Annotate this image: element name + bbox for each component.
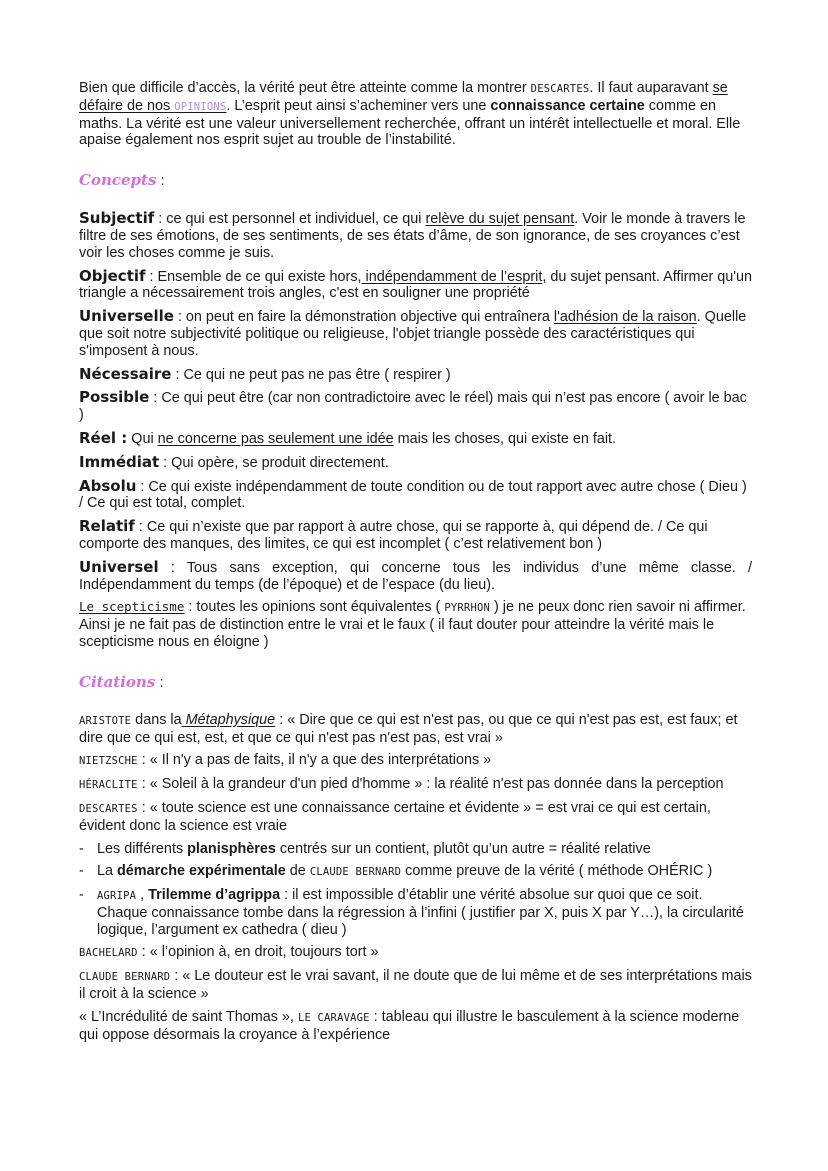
bullet-dash: - — [79, 887, 84, 904]
work-title: Métaphysique — [181, 711, 276, 728]
concept-text: Qui — [127, 430, 158, 447]
citation-nietzsche — [79, 752, 752, 770]
citation-text: : « toute science est une connaissance certaine et évidente » = est vrai ce qui est certain, évident donc la science est vraie — [79, 799, 711, 834]
concept-term: Absolu — [79, 476, 137, 495]
bullet-bold: démarche expérimentale — [117, 863, 286, 880]
citation-aristote — [79, 712, 752, 747]
concept-term: Réel : — [79, 428, 128, 447]
intro-bold: connaissance certaine — [490, 97, 645, 114]
intro-text: . Il faut auparavant — [589, 80, 713, 96]
concept-immediat — [79, 454, 752, 472]
citation-text: : « Soleil à la grandeur d'un pied d'homme » : la réalité n'est pas donnée dans la perception — [137, 776, 724, 793]
concept-term: Nécessaire — [79, 364, 172, 383]
citation-text: : « Il n'y a pas de faits, il n'y a que des interprétations » — [137, 752, 492, 769]
concept-text: . Quelle que soit notre subjectivité politique ou religieuse, l'objet triangle possède des caractéristiques qui s'imposent à nous. — [79, 309, 747, 359]
author-nietzsche: NIETZSCHE — [79, 755, 138, 768]
citation-bachelard — [79, 944, 752, 962]
citation-text: : tableau qui illustre le basculement à la science moderne qui oppose désormais la croyance à l’expérience — [79, 1008, 740, 1043]
concept-reel — [79, 430, 752, 448]
concept-underline: l'adhésion de la raison — [553, 309, 697, 326]
concept-text: : Ensemble de ce qui existe hors, — [145, 268, 362, 285]
concept-underline: relève du sujet pensant — [425, 211, 575, 228]
bullet-text: comme preuve de la vérité ( méthode OHÉRIC ) — [401, 863, 713, 880]
concept-term: Le scepticisme — [79, 599, 185, 615]
citation-text: « L’Incrédulité de saint Thomas », — [79, 1008, 298, 1025]
bullet-text: de — [285, 863, 310, 880]
concept-text: : Ce qui n’existe que par rapport à autre chose, qui se rapporte à, qui dépend de. / Ce qui comporte des manques, des limites, ce qui est incomplet ( c’est relativement bon ) — [79, 519, 708, 552]
bullet-dash: - — [79, 863, 84, 880]
concept-term: Subjectif — [79, 209, 155, 228]
bullet-planispheres — [79, 841, 752, 858]
citation-bullet-list — [79, 841, 752, 939]
bullet-text: La — [97, 863, 118, 880]
intro-paragraph — [79, 80, 752, 149]
concept-term: Universel — [79, 557, 159, 576]
concept-universelle — [79, 308, 752, 359]
citation-text: : « l’opinion à, en droit, toujours tort » — [137, 944, 379, 961]
author-heraclite: HÉRACLITE — [79, 779, 138, 792]
author-agripa: AGRIPA — [97, 890, 137, 903]
concept-text: : Ce qui ne peut pas ne pas être ( respirer ) — [171, 366, 451, 383]
concept-term: Universelle — [79, 307, 174, 326]
concepts-heading — [79, 171, 752, 190]
bullet-text: : il est impossible d’établir une vérité absolue sur quoi que ce soit. Chaque connaissance tombe dans la régression à l’infini ( justifier par X, puis X par Y…), la circularité logique, l’argument ex cathedra ( dieu ) — [97, 887, 744, 938]
concept-text: : Ce qui existe indépendamment de toute condition ou de tout rapport avec autre chose ( Dieu ) / Ce qui est total, complet. — [79, 478, 747, 512]
citations-heading-text: Citations — [79, 672, 156, 691]
bullet-demarche — [79, 863, 752, 881]
citation-text: : « Le douteur est le vrai savant, il ne doute que de lui même et de ses interprétations mais il croit à la science » — [79, 968, 752, 1003]
concept-text: ) je ne peux donc rien savoir ni affirmer. Ainsi je ne fait pas de distinction entre le vrai et le faux ( il faut douter pour atteindre la vérité mais le scepticisme nous en éloigne ) — [79, 599, 746, 650]
citation-caravage — [79, 1009, 752, 1044]
concept-term: Possible — [79, 388, 150, 407]
concept-subjectif — [79, 210, 752, 261]
concept-scepticisme — [79, 599, 752, 650]
bullet-dash: - — [79, 840, 84, 857]
concept-text: : ce qui est personnel et individuel, ce qui — [154, 211, 426, 228]
citation-text: : « Dire que ce qui est n'est pas, ou que ce qui n'est pas est, est faux; et dire que ce qui est, est, et que ce qui n'est pas n'est pas, est vrai » — [79, 711, 738, 746]
intro-underline-text: se défaire de nos — [79, 80, 728, 114]
citation-bernard — [79, 968, 752, 1003]
intro-text: Bien que difficile d’accès, la vérité peut être atteinte comme la montrer — [79, 80, 531, 96]
concept-text: : Qui opère, se produit directement. — [159, 454, 389, 471]
concept-text: : Ce qui peut être (car non contradictoire avec le réel) mais qui n’est pas encore ( avoir le bac ) — [79, 390, 747, 424]
concept-text: , du sujet pensant. Affirmer qu'un triangle a nécessairement trois angles, c'est en souligner une propriété — [79, 268, 753, 302]
intro-text: comme en maths. La vérité est une valeur universellement recherchée, offrant un intérêt intellectuelle et moral. Elle apaise également nos esprit sujet au trouble de l’instabilité. — [79, 97, 741, 149]
concept-term: Immédiat — [79, 452, 160, 471]
citation-descartes — [79, 800, 752, 835]
opinions-word: OPINIONS — [174, 100, 227, 113]
heading-colon: : — [155, 673, 164, 691]
author-descartes: DESCARTES — [79, 802, 138, 815]
concept-necessaire — [79, 366, 752, 384]
author-bachelard: BACHELARD — [79, 947, 138, 960]
author-aristote: ARISTOTE — [79, 714, 132, 727]
author-caravage: LE CARAVAGE — [297, 1011, 370, 1024]
heading-colon: : — [156, 172, 165, 190]
concept-text: mais les choses, qui existe en fait. — [393, 430, 617, 447]
concept-text: : toutes les opinions sont équivalentes ( — [184, 599, 445, 616]
bullet-text: Les différents — [97, 840, 188, 857]
concept-possible — [79, 389, 752, 424]
concept-text: : Tous sans exception, qui concerne tous les individus d’une même classe. / Indépendamment du temps (de l’époque) et de l’espace (du lieu). — [79, 559, 752, 593]
concept-underline: indépendamment de l’esprit — [361, 268, 543, 285]
citations-heading — [79, 673, 752, 692]
author-claude-bernard: CLAUDE BERNARD — [309, 866, 402, 879]
bullet-bold: Trilemme d’agrippa — [148, 887, 281, 904]
bullet-agrippa — [79, 887, 752, 938]
bullet-bold: planisphères — [187, 840, 276, 857]
concept-universel — [79, 559, 752, 594]
concept-relatif — [79, 518, 752, 553]
concept-term: Objectif — [79, 266, 146, 285]
concept-term: Relatif — [79, 517, 135, 536]
citation-heraclite — [79, 776, 752, 794]
concept-text: . Voir le monde à travers le filtre de ses émotions, de ses sentiments, de ses états d’âme, de son ignorance, de ses croyances c’est voir les choses comme je suis. — [79, 211, 746, 261]
citation-text: dans la — [131, 711, 182, 728]
bullet-text: centrés sur un contient, plutôt qu’un autre = réalité relative — [275, 840, 651, 857]
author-descartes: DESCARTES — [530, 83, 590, 95]
concept-underline: ne concerne pas seulement une idée — [157, 430, 394, 447]
concept-absolu — [79, 478, 752, 513]
bullet-text: , — [136, 887, 149, 904]
author-pyrrhon: PYRRHON — [444, 602, 491, 615]
concepts-heading-text: Concepts — [79, 171, 157, 190]
concept-text: : on peut en faire la démonstration objective qui entraînera — [173, 309, 554, 326]
intro-text: . L’esprit peut ainsi s’acheminer vers une — [226, 97, 491, 114]
concept-objectif — [79, 268, 752, 303]
author-claude-bernard: CLAUDE BERNARD — [79, 971, 171, 984]
